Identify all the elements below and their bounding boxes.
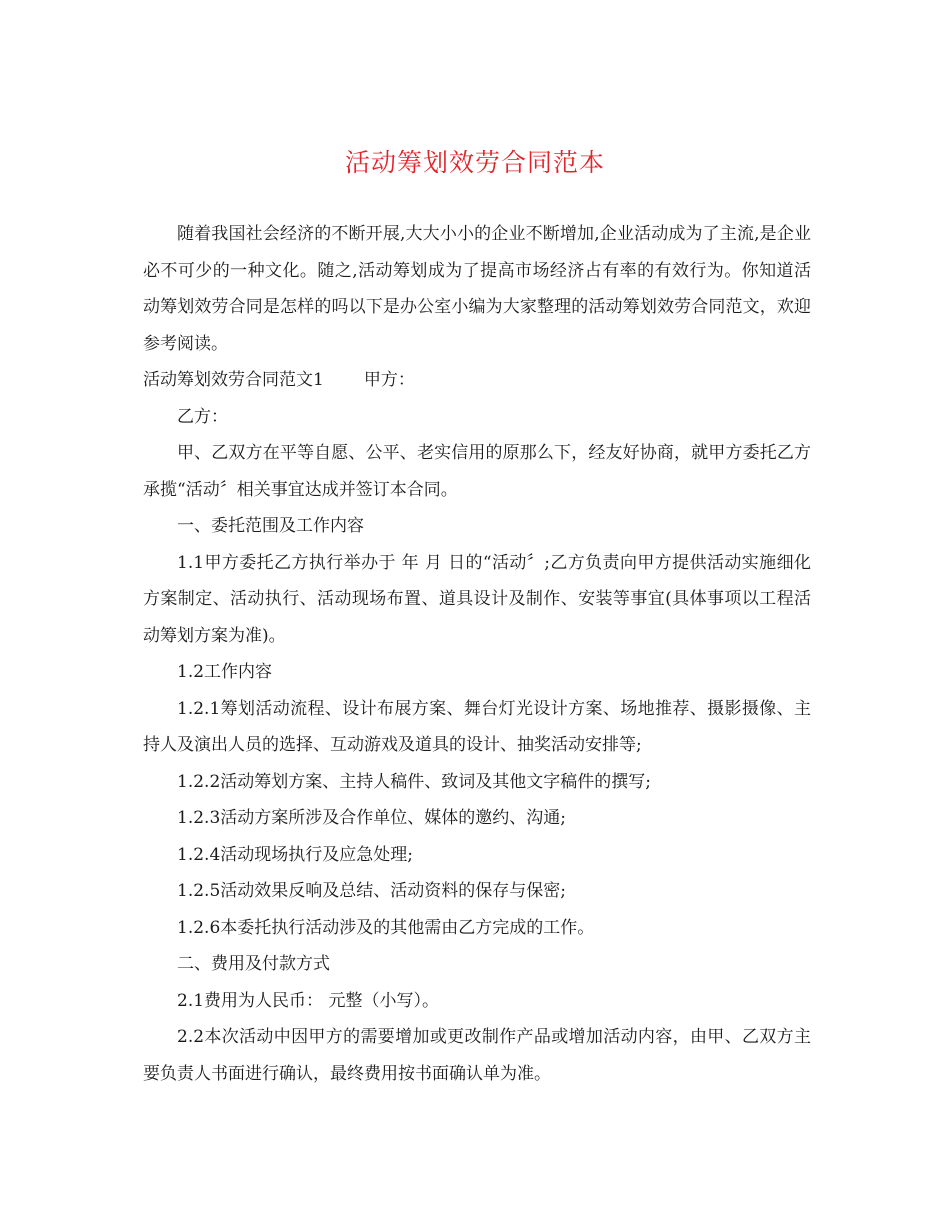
clause-1-2-1: 1.2.1筹划活动流程、设计布展方案、舞台灯光设计方案、场地推荐、摄影摄像、主持人及演出人员的选择、互动游戏及道具的设计、抽奖活动安排等; (143, 698, 811, 755)
sample-heading-line (143, 362, 811, 399)
intro-paragraph: 随着我国社会经济的不断开展,大大小小的企业不断增加,企业活动成为了主流,是企业必不可少的一种文化。随之,活动筹划成为了提高市场经济占有率的有效行为。你知道活动筹划效劳合同是怎样的吗以下是办公室小编为大家整理的活动筹划效劳合同范文，欢迎参考阅读。 (143, 224, 811, 354)
clause-1-2: 1.2工作内容 (177, 662, 273, 682)
section-2-title: 二、费用及付款方式 (177, 954, 330, 974)
preamble-paragraph: 甲、乙双方在平等自愿、公平、老实信用的原那么下，经友好协商，就甲方委托乙方承揽“活动〞相关事宜达成并签订本合同。 (143, 443, 811, 500)
clause-1-2-6: 1.2.6本委托执行活动涉及的其他需由乙方完成的工作。 (177, 917, 595, 938)
clause-1-2-3: 1.2.3活动方案所涉及合作单位、媒体的邀约、沟通; (177, 808, 566, 828)
clause-1-2-4: 1.2.4活动现场执行及应急处理; (177, 844, 413, 865)
document-body (143, 216, 811, 1092)
party-b-label: 乙方： (177, 406, 228, 427)
clause-2-1: 2.1费用为人民币： 元整（小写）。 (177, 990, 439, 1011)
sample-heading: 活动筹划效劳合同范文1 (143, 370, 324, 390)
clause-1-2-5: 1.2.5活动效果反响及总结、活动资料的保存与保密; (177, 881, 566, 901)
party-a-label: 甲方： (363, 370, 415, 390)
section-1-title: 一、委托范围及工作内容 (177, 516, 364, 536)
document-title: 活动筹划效劳合同范本 (344, 148, 605, 177)
clause-2-2: 2.2本次活动中因甲方的需要增加或更改制作产品或增加活动内容，由甲、乙双方主要负责人书面进行确认，最终费用按书面确认单为准。 (143, 1027, 811, 1084)
clause-1-2-2: 1.2.2活动筹划方案、主持人稿件、致词及其他文字稿件的撰写; (177, 771, 651, 792)
clause-1-1: 1.1甲方委托乙方执行举办于 年 月 日的“活动〞;乙方负责向甲方提供活动实施细化方案制定、活动执行、活动现场布置、道具设计及制作、安装等事宜(具体事项以工程活动筹划方案为准)。 (143, 552, 811, 646)
